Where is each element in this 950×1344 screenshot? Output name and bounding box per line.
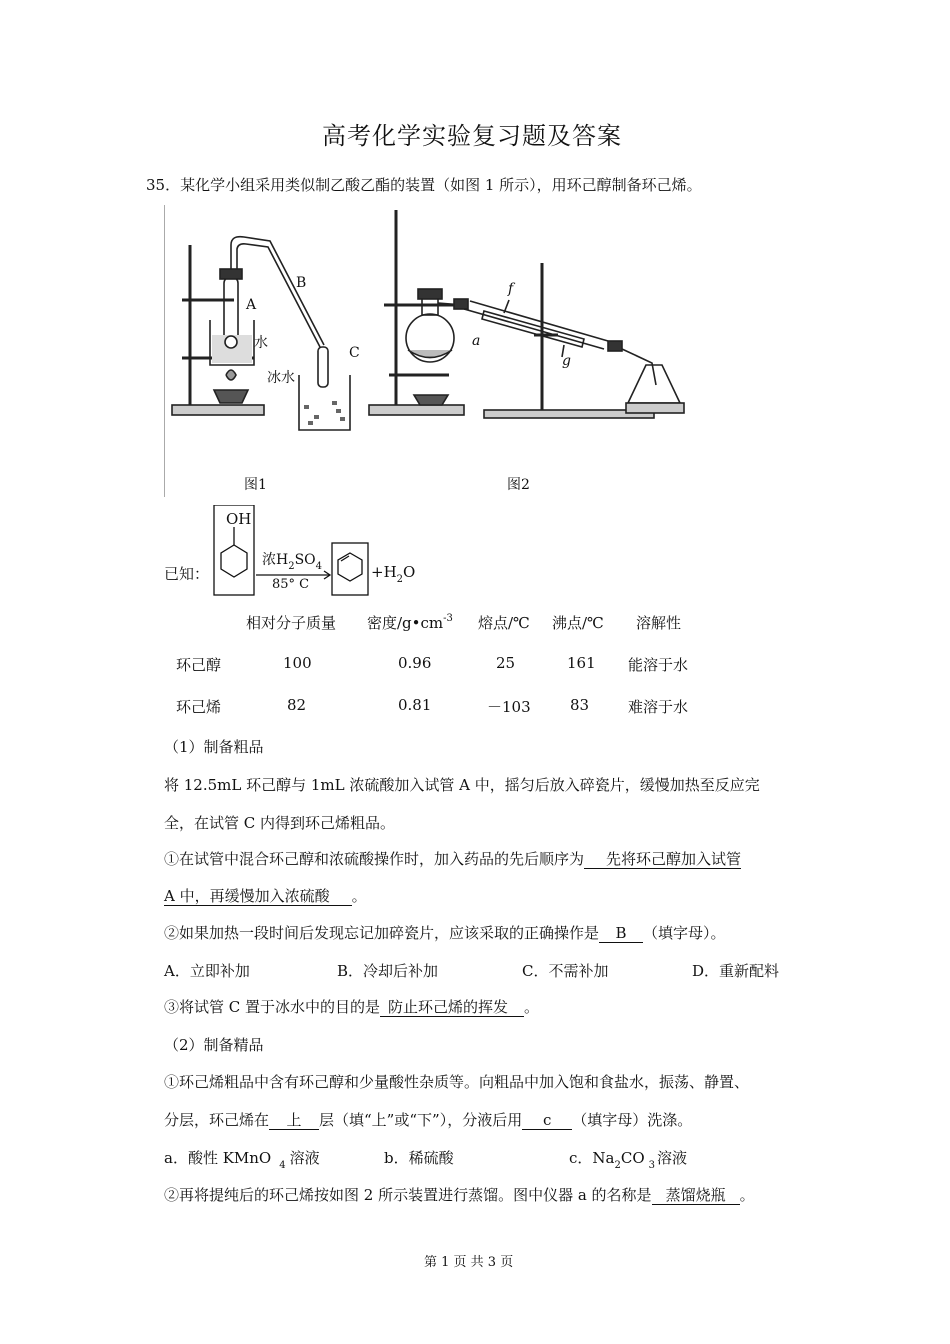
page-title: 高考化学实验复习题及答案	[322, 122, 622, 150]
part1-q1-line1	[164, 848, 741, 869]
row2-sol: 难溶于水	[628, 698, 689, 716]
label-A: A	[246, 297, 257, 313]
header-density-exp: -3	[443, 613, 453, 624]
part2-p1-line2	[164, 1109, 692, 1130]
row1-bp: 161	[567, 654, 596, 672]
row2-mp: －103	[487, 698, 531, 716]
header-bp: 沸点/℃	[552, 614, 604, 632]
part2-p2	[164, 1184, 755, 1205]
q2-option-c: C．不需补加	[522, 962, 609, 980]
p2-option-c	[569, 1147, 688, 1171]
cond-sub2: 4	[315, 561, 323, 572]
question-stem	[146, 174, 702, 195]
q2-end: （填字母）。	[643, 924, 726, 942]
p2-option-a	[164, 1147, 320, 1171]
q1-end: 。	[351, 887, 367, 905]
part1-para-line1: 将 12.5mL 环己醇与 1mL 浓硫酸加入试管 A 中，摇匀后放入碎瓷片，缓慢加热至反应完	[164, 776, 760, 794]
label-a: a	[472, 333, 481, 349]
apparatus-figure	[164, 205, 694, 497]
row2-bp: 83	[570, 696, 590, 714]
row1-mw: 100	[283, 654, 312, 672]
label-ice-water: 冰水	[267, 370, 295, 386]
row1-name: 环己醇	[176, 656, 222, 674]
q2-option-b: B．冷却后补加	[337, 962, 439, 980]
reaction-product-water	[371, 563, 416, 585]
header-density-text: 密度/g•cm	[367, 614, 444, 632]
p2-text: ②再将提纯后的环己烯按如图 2 所示装置进行蒸馏。图中仪器 a 的名称是	[164, 1186, 652, 1204]
p2-end: 。	[739, 1186, 755, 1204]
opt-c-sub1: 2	[614, 1160, 621, 1171]
opt-a-tail: 溶液	[289, 1149, 320, 1167]
header-density	[367, 612, 453, 633]
header-mw: 相对分子质量	[246, 614, 337, 632]
label-f: f	[508, 281, 514, 297]
header-sol: 溶解性	[636, 614, 682, 632]
q2-answer: B	[599, 925, 643, 943]
opt-c-mid: CO	[620, 1149, 645, 1167]
p1-line2-c: （填字母）洗涤。	[572, 1111, 693, 1129]
row1-mp: 25	[496, 654, 516, 672]
cond-top-text: 浓H	[262, 552, 289, 568]
cond-so: SO	[294, 552, 316, 568]
q1-text: ①在试管中混合环己醇和浓硫酸操作时，加入药品的先后顺序为	[164, 850, 585, 868]
q3-end: 。	[524, 998, 540, 1016]
opt-a-sub: 4	[279, 1160, 286, 1171]
p1-line2-a: 分层，环己烯在	[164, 1111, 270, 1129]
water-o: O	[403, 563, 416, 581]
opt-c-sub2: 3	[648, 1160, 656, 1171]
reaction-conditions-bottom: 85° C	[272, 577, 310, 592]
fig1-caption: 图1	[244, 477, 267, 493]
part1-q1-line2	[164, 885, 367, 906]
product-tail: +H	[371, 563, 397, 581]
fig2-caption: 图2	[507, 477, 530, 493]
q1-answer-part1: 先将环己醇加入试管	[584, 851, 741, 869]
part2-p1-line1: ①环己烯粗品中含有环己醇和少量酸性杂质等。向粗品中加入饱和食盐水，振荡、静置、	[164, 1073, 750, 1091]
q2-text: ②如果加热一段时间后发现忘记加碎瓷片，应该采取的正确操作是	[164, 924, 600, 942]
q1-answer-part2: A 中，再缓慢加入浓硫酸	[164, 888, 352, 906]
row2-density: 0.81	[398, 696, 432, 714]
part1-para-line2: 全，在试管 C 内得到环己烯粗品。	[164, 814, 396, 832]
opt-c-tail: 溶液	[657, 1149, 688, 1167]
part1-q2	[164, 922, 726, 943]
question-number: 35．	[146, 176, 181, 194]
header-mp: 熔点/℃	[478, 614, 530, 632]
q2-option-a: A．立即补加	[164, 962, 250, 980]
row2-name: 环己烯	[176, 698, 222, 716]
label-g: g	[562, 353, 571, 369]
p1-line2-b: 层（填“上”或“下”），分液后用	[319, 1111, 523, 1129]
row1-density: 0.96	[398, 654, 432, 672]
q3-text: ③将试管 C 置于冰水中的目的是	[164, 998, 381, 1016]
water-sub: 2	[396, 574, 404, 585]
label-B: B	[296, 275, 307, 291]
q2-option-d: D．重新配料	[692, 962, 780, 980]
q3-answer: 防止环己烯的挥发	[380, 999, 524, 1017]
row2-mw: 82	[287, 696, 307, 714]
label-water: 水	[254, 335, 268, 351]
question-text: 某化学小组采用类似制乙酸乙酯的装置（如图 1 所示），用环己醇制备环己烯。	[180, 176, 702, 194]
part1-q3	[164, 996, 539, 1017]
row1-sol: 能溶于水	[628, 656, 689, 674]
part1-heading: （1）制备粗品	[164, 738, 264, 756]
p2-answer: 蒸馏烧瓶	[652, 1187, 740, 1205]
reactant-oh: OH	[226, 510, 252, 528]
p1-answer-layer: 上	[269, 1112, 319, 1130]
opt-c-text: c．Na	[569, 1149, 615, 1167]
reaction-conditions-top	[262, 549, 323, 572]
opt-a-text: a．酸性 KMnO	[164, 1149, 272, 1167]
reaction-prefix: 已知：	[164, 565, 210, 583]
p2-option-b: b．稀硫酸	[384, 1149, 454, 1167]
label-C: C	[349, 345, 360, 361]
cond-sub1: 2	[288, 561, 295, 572]
page-footer: 第 1 页 共 3 页	[424, 1255, 514, 1270]
part2-heading: （2）制备精品	[164, 1036, 264, 1054]
p1-answer-wash: c	[522, 1112, 572, 1130]
